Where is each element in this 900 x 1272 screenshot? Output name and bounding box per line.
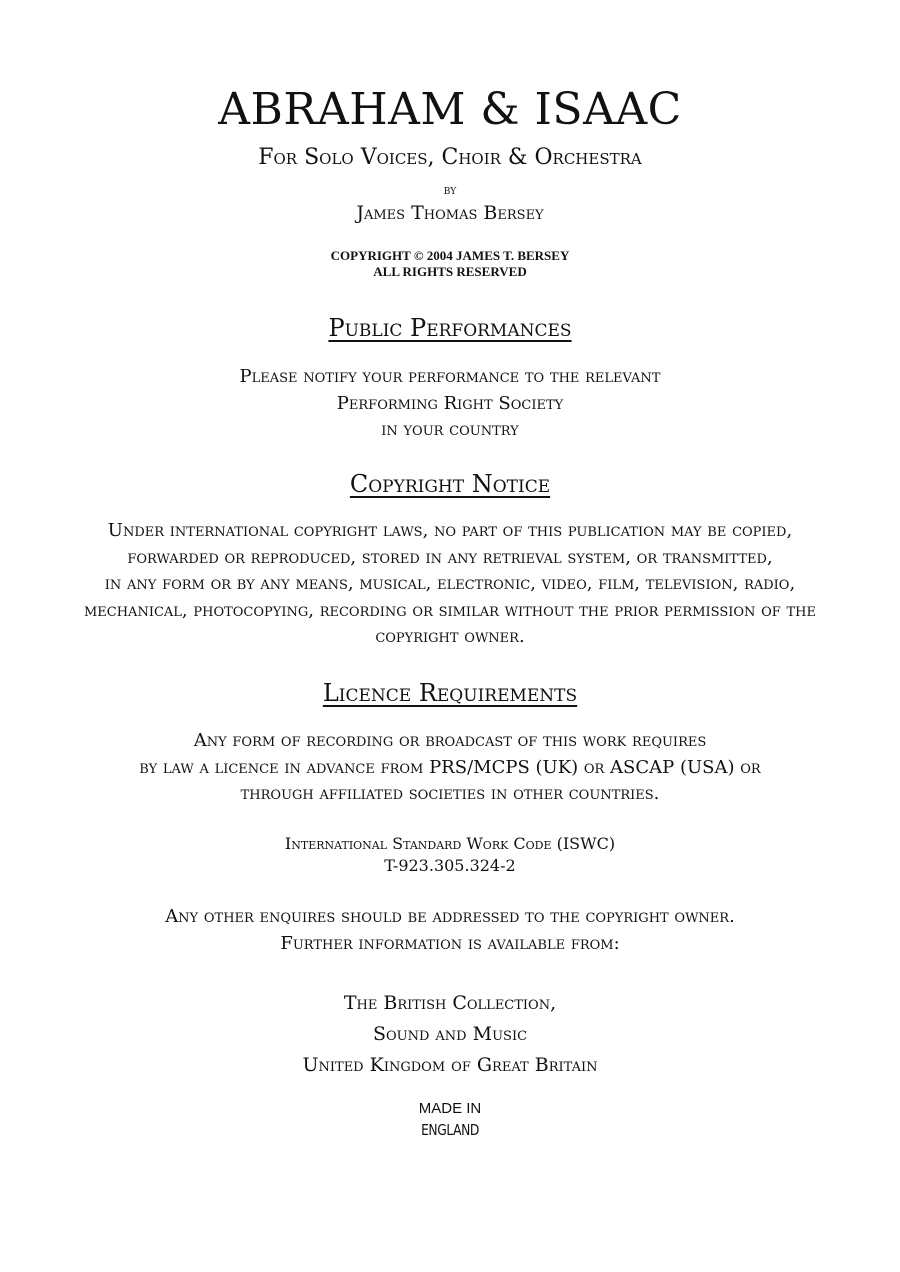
- text-line: Further information is available from:: [280, 932, 620, 954]
- text-line: mechanical, photocopying, recording or similar without the prior permission of the: [83, 599, 817, 621]
- address-line-2: Sound and Music: [372, 1023, 528, 1045]
- text-line: copyright owner.: [375, 626, 525, 647]
- licence-requirements-heading: Licence Requirements: [322, 679, 578, 707]
- text-line: by law a licence in advance from PRS/MCPS (UK) or ASCAP (USA) or: [139, 756, 761, 778]
- address-line-3: United Kingdom of Great Britain: [302, 1054, 598, 1076]
- text-line: in any form or by any means, musical, electronic, video, film, television, radio,: [104, 573, 796, 594]
- copyright-line: COPYRIGHT © 2004 JAMES T. BERSEY: [330, 248, 570, 263]
- made-in-label: MADE IN: [418, 1100, 482, 1117]
- composer-name: James Thomas Bersey: [356, 202, 544, 224]
- made-in-country: ENGLAND: [421, 1121, 479, 1139]
- iswc-code: T-923.305.324-2: [384, 856, 516, 875]
- copyright-notice-heading: Copyright Notice: [349, 470, 551, 498]
- work-subtitle: For Solo Voices, Choir & Orchestra: [258, 145, 642, 170]
- address-line-1: The British Collection,: [343, 992, 557, 1014]
- text-line: Performing Right Society: [336, 392, 564, 414]
- text-line: Under international copyright laws, no part of this publication may be copied,: [107, 520, 793, 541]
- licence-requirements-text: [0, 728, 900, 808]
- text-line: forwarded or reproduced, stored in any retrieval system, or transmitted,: [127, 546, 773, 568]
- copyright-notice-text: [0, 518, 900, 651]
- iswc-label: International Standard Work Code (ISWC): [284, 834, 616, 853]
- text-line: through affiliated societies in other countries.: [240, 783, 660, 804]
- work-title: ABRAHAM & ISAAC: [218, 84, 682, 135]
- rights-reserved-line: ALL RIGHTS RESERVED: [373, 264, 527, 279]
- by-label: by: [443, 183, 457, 198]
- text-line: Please notify your performance to the relevant: [239, 366, 661, 387]
- text-line: Any other enquires should be addressed to the copyright owner.: [165, 906, 735, 927]
- enquiries-text: [0, 904, 900, 957]
- text-line: in your country: [381, 419, 519, 440]
- public-performances-heading: Public Performances: [328, 314, 572, 342]
- public-performances-text: [0, 364, 900, 444]
- text-line: Any form of recording or broadcast of this work requires: [193, 730, 707, 751]
